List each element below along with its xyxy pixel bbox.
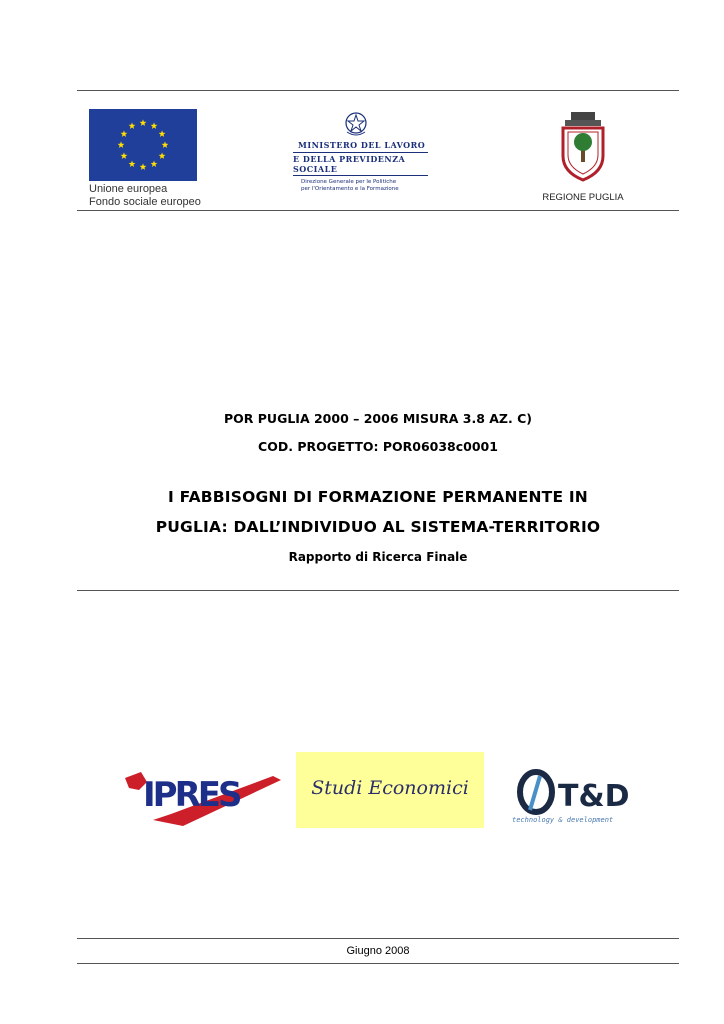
ministry-line3: Direzione Generale per le Politiche — [301, 179, 397, 185]
italian-emblem-icon — [343, 110, 369, 138]
eu-star-icon — [140, 119, 147, 126]
eu-star-icon — [129, 122, 136, 129]
regione-crest-icon — [557, 110, 609, 182]
eu-star-icon — [159, 130, 166, 137]
td-tagline: technology & development — [512, 816, 614, 824]
eu-star-icon — [151, 122, 158, 129]
eu-flag-logo — [89, 109, 197, 181]
regione-puglia-logo — [533, 110, 633, 203]
ipres-logo — [123, 768, 283, 828]
title-line2: PUGLIA: DALL’INDIVIDUO AL SISTEMA-TERRITORIO — [155, 518, 601, 536]
studi-economici-logo — [296, 752, 484, 828]
eu-star-icon — [121, 130, 128, 137]
eu-star-icon — [159, 152, 166, 159]
td-logo — [510, 766, 650, 826]
eu-star-icon — [121, 152, 128, 159]
footer-bottom-rule — [77, 963, 679, 964]
ministry-line2: E DELLA PREVIDENZA SOCIALE — [293, 152, 428, 176]
ministry-logo — [293, 110, 428, 193]
eu-star-icon — [129, 160, 136, 167]
eu-caption-line2: Fondo sociale europeo — [89, 196, 201, 208]
td-mark-icon — [510, 766, 650, 826]
td-logo-text: T&D — [558, 779, 630, 814]
footer-top-rule — [77, 938, 679, 939]
regione-caption: REGIONE PUGLIA — [542, 192, 624, 203]
project-code-line: COD. PROGETTO: POR06038c0001 — [258, 439, 498, 454]
ministry-line4: per l'Orientamento e la Formazione — [301, 186, 399, 192]
publication-date: Giugno 2008 — [346, 945, 410, 957]
studi-economici-text: Studi Economici — [311, 777, 469, 799]
ipres-logo-text: IPRES — [143, 775, 240, 815]
eu-stars-icon — [89, 109, 197, 181]
eu-star-icon — [162, 141, 169, 148]
eu-star-icon — [118, 141, 125, 148]
eu-caption — [89, 183, 209, 209]
ipres-mark-icon — [123, 768, 283, 828]
por-line: POR PUGLIA 2000 – 2006 MISURA 3.8 AZ. C) — [224, 411, 532, 426]
eu-star-icon — [140, 163, 147, 170]
eu-star-icon — [151, 160, 158, 167]
ministry-line1: MINISTERO DEL LAVORO — [298, 140, 426, 150]
subtitle: Rapporto di Ricerca Finale — [288, 550, 468, 564]
title-bottom-rule — [77, 590, 679, 591]
header-bottom-rule — [77, 210, 679, 211]
eu-caption-line1: Unione europea — [89, 183, 168, 195]
top-rule — [77, 90, 679, 91]
title-line1: I FABBISOGNI DI FORMAZIONE PERMANENTE IN — [168, 488, 588, 506]
